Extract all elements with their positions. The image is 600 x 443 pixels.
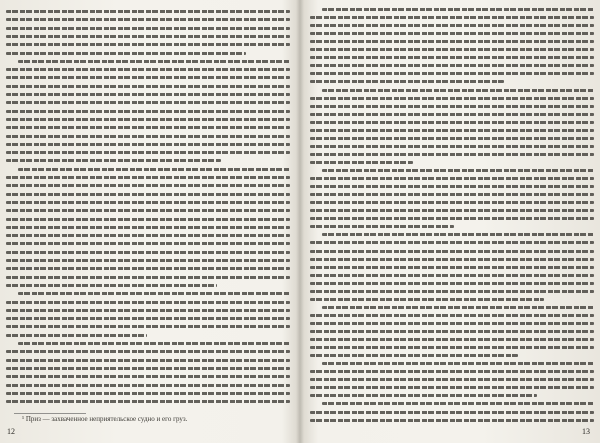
text-line [310, 177, 594, 180]
text-line [6, 118, 290, 121]
text-line [18, 60, 290, 63]
text-line [6, 400, 290, 403]
text-line [6, 93, 290, 96]
text-line [6, 18, 290, 21]
text-line [322, 169, 594, 172]
text-line [6, 135, 290, 138]
text-line [310, 322, 594, 325]
text-line [310, 56, 594, 59]
text-line [310, 370, 594, 373]
text-line [310, 282, 594, 285]
text-line [310, 217, 594, 220]
text-line [310, 80, 504, 83]
text-line [6, 176, 290, 179]
text-line [6, 242, 290, 245]
text-line [310, 193, 594, 196]
text-line [6, 110, 290, 113]
text-line [310, 161, 413, 164]
text-line [6, 209, 290, 212]
text-line [6, 234, 290, 237]
text-line [6, 317, 290, 320]
text-line [6, 251, 290, 254]
text-line [6, 325, 290, 328]
text-line [6, 267, 290, 270]
text-line [310, 153, 594, 156]
right-page [310, 6, 594, 438]
text-line [310, 338, 594, 341]
text-line [6, 276, 290, 279]
text-line [310, 24, 594, 27]
text-line [310, 113, 594, 116]
text-line [6, 143, 290, 146]
text-line [6, 126, 290, 129]
text-line [6, 367, 290, 370]
text-line [6, 193, 290, 196]
text-line [6, 43, 290, 46]
text-line [6, 151, 290, 154]
text-line [310, 419, 594, 422]
text-line [310, 241, 594, 244]
text-line [310, 137, 594, 140]
text-line [322, 89, 594, 92]
text-line [310, 201, 594, 204]
text-line [310, 129, 594, 132]
text-line [6, 375, 290, 378]
text-line [18, 342, 290, 345]
text-line [6, 85, 290, 88]
left-page [6, 6, 290, 438]
text-line [310, 16, 594, 19]
text-line [310, 354, 518, 357]
text-line [6, 226, 290, 229]
right-page-number: 13 [582, 427, 590, 436]
text-line [310, 266, 594, 269]
text-line [310, 314, 594, 317]
footnote-text: ¹ Приз — захваченное неприятельское судно и его груз. [22, 415, 188, 423]
text-line [310, 72, 594, 75]
text-line [6, 201, 290, 204]
text-line [310, 48, 594, 51]
text-line [310, 32, 594, 35]
text-line [310, 97, 594, 100]
text-line [6, 218, 290, 221]
text-line [6, 159, 221, 162]
text-line [310, 330, 594, 333]
text-line [310, 145, 594, 148]
text-line [6, 384, 290, 387]
text-line [6, 259, 290, 262]
text-line [6, 184, 290, 187]
text-line [6, 101, 290, 104]
text-line [6, 52, 246, 55]
text-line [310, 121, 594, 124]
text-line [310, 64, 594, 67]
text-line [310, 250, 594, 253]
text-line [322, 362, 594, 365]
text-line [310, 185, 594, 188]
text-line [310, 225, 454, 228]
text-line [310, 411, 594, 414]
text-line [6, 334, 147, 337]
book-gutter [296, 0, 304, 443]
text-line [6, 359, 290, 362]
text-line [6, 68, 290, 71]
text-line [310, 378, 594, 381]
text-line [6, 27, 290, 30]
text-line [310, 386, 594, 389]
left-page-number: 12 [7, 427, 15, 436]
text-line [322, 8, 594, 11]
text-line [6, 35, 290, 38]
text-line [310, 209, 594, 212]
text-line [6, 350, 290, 353]
text-line [322, 402, 594, 405]
text-line [322, 233, 594, 236]
text-line [18, 168, 290, 171]
text-line [322, 306, 594, 309]
text-line [6, 76, 290, 79]
text-line [6, 284, 217, 287]
footnote-rule [14, 413, 86, 414]
text-line [310, 394, 537, 397]
text-line [6, 309, 290, 312]
text-line [310, 298, 544, 301]
text-line [310, 40, 594, 43]
text-line [310, 346, 594, 349]
text-line [310, 105, 594, 108]
text-line [310, 290, 594, 293]
text-line [310, 274, 594, 277]
text-line [310, 258, 594, 261]
text-line [6, 392, 290, 395]
text-line [18, 292, 290, 295]
text-line [6, 10, 290, 13]
text-line [6, 301, 290, 304]
